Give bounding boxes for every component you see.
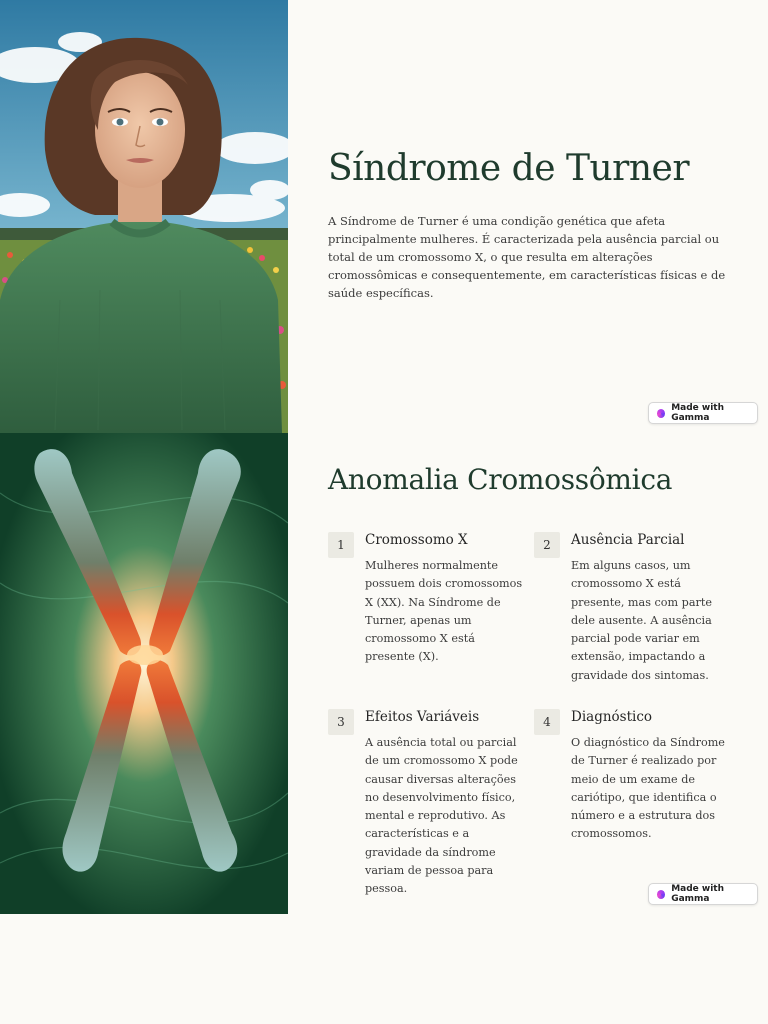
item-number: 2 (534, 532, 560, 558)
item-text: Mulheres normalmente possuem dois cromossomos X (XX). Na Síndrome de Turner, apenas um cromossomo X está presente (X). (365, 559, 523, 664)
item-text: O diagnóstico da Síndrome de Turner é realizado por meio de um exame de cariótipo, que identifica o número e a estrutura dos cromossomos. (571, 736, 725, 841)
item-title: Cromossomo X (365, 532, 468, 548)
portrait-illustration (0, 0, 288, 433)
badge-label: Made with Gamma (671, 403, 725, 423)
gamma-logo-icon (657, 409, 665, 418)
chromosome-illustration (0, 433, 288, 914)
page-title: Síndrome de Turner (328, 148, 690, 189)
made-with-gamma-badge[interactable] (648, 883, 758, 905)
item-number: 4 (534, 709, 560, 735)
slide-intro (0, 0, 768, 481)
item-text: Em alguns casos, um cromossomo X está presente, mas com parte dele ausente. A ausência parcial pode variar em extensão, impactando a gravidade dos sintomas. (571, 559, 712, 682)
item-title: Ausência Parcial (571, 532, 685, 548)
item-title: Diagnóstico (571, 709, 653, 725)
woman-portrait-image (0, 0, 288, 481)
item-number: 3 (328, 709, 354, 735)
intro-paragraph: A Síndrome de Turner é uma condição genética que afeta principalmente mulheres. É caracterizada pela ausência parcial ou total de um cromossomo X, o que resulta em alterações cromossômicas e consequentemente, em características físicas e de saúde específicas. (328, 214, 726, 300)
badge-label: Made with Gamma (671, 884, 725, 904)
gamma-logo-icon (657, 890, 665, 899)
section-title: Anomalia Cromossômica (328, 463, 673, 496)
item-title: Efeitos Variáveis (365, 709, 480, 725)
chromosome-image (0, 433, 288, 914)
item-number: 1 (328, 532, 354, 558)
item-text: A ausência total ou parcial de um cromossomo X pode causar diversas alterações no desenvolvimento físico, mental e reprodutivo. As características e a gravidade da síndrome variam de pessoa para pessoa. (365, 736, 518, 896)
made-with-gamma-badge[interactable] (648, 402, 758, 424)
slide-chromosome-anomaly (0, 433, 768, 914)
